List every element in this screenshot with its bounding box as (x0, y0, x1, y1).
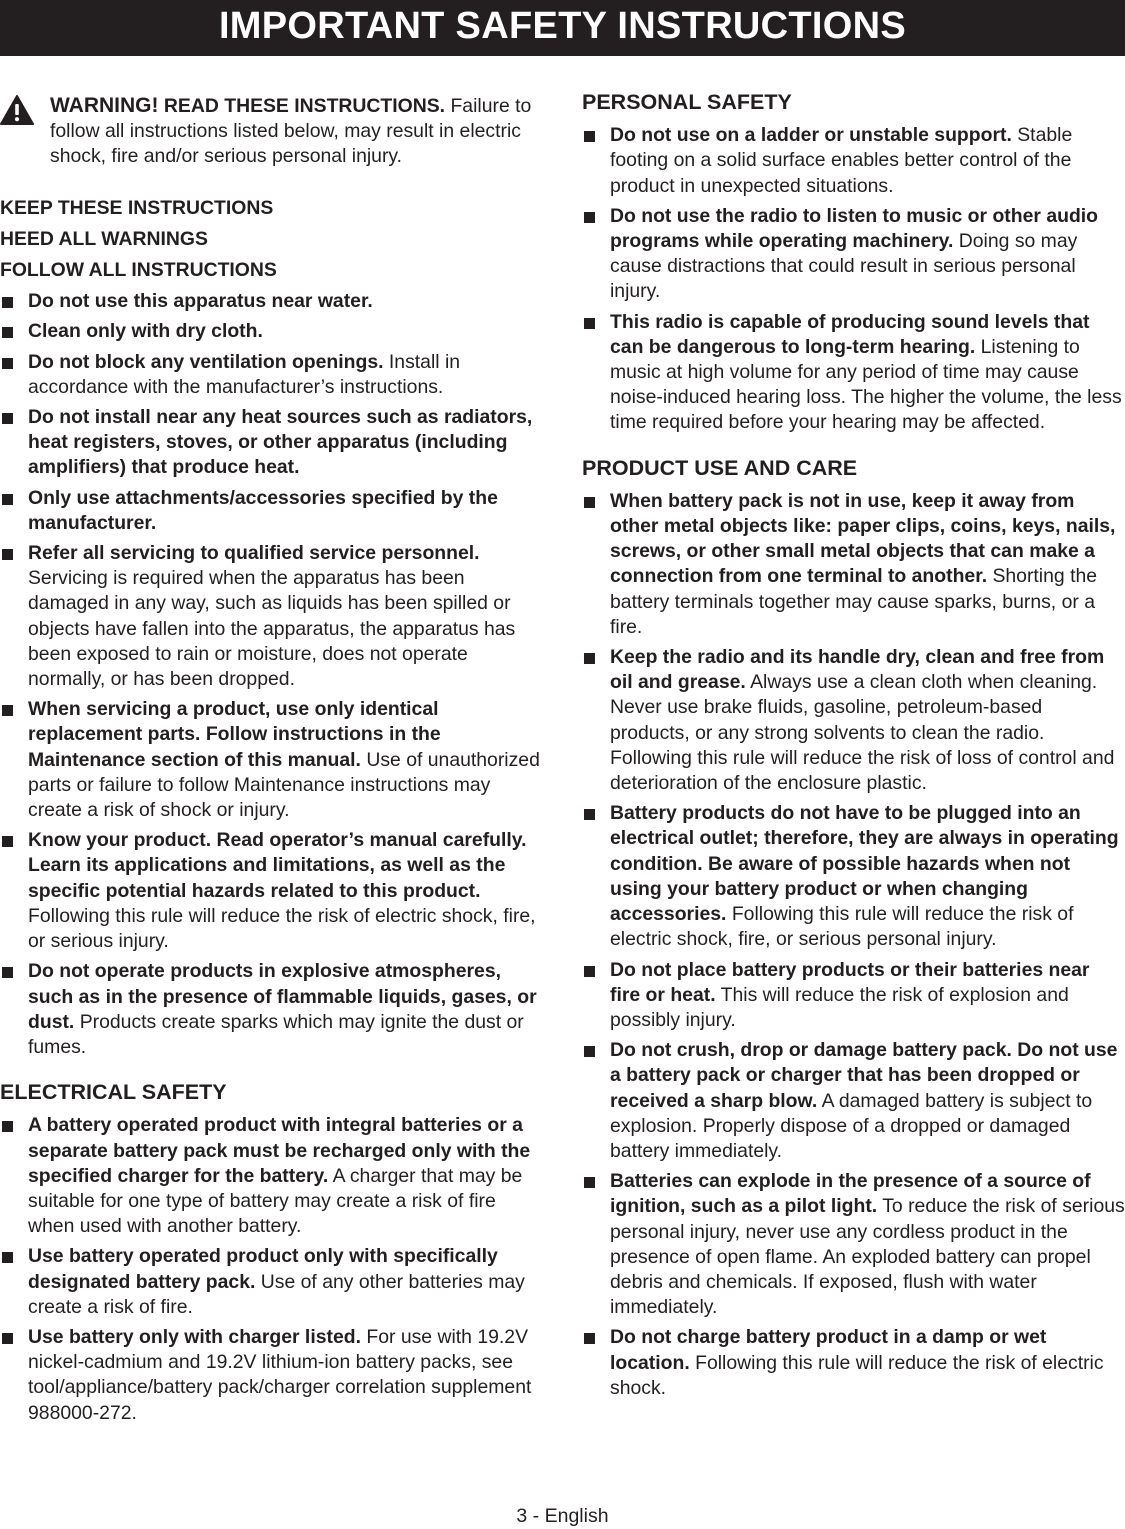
list-item (0, 1325, 545, 1426)
personal-safety-heading: PERSONAL SAFETY (582, 90, 792, 114)
list-item (582, 1325, 1125, 1401)
list-item (582, 123, 1125, 199)
list-item (0, 541, 545, 692)
item-text: Always use a clean cloth when cleaning. Never use brake fluids, gasoline, petroleum-based products, or any strong solvents to clean the radio. Following this rule will reduce the risk of loss of control and deterioration of the enclosure plastic. (610, 671, 1115, 795)
item-text: Listening to music at high volume for any period of time may cause noise-induced hearing loss. The higher the volume, the less time required before your hearing may be affected. (610, 335, 1122, 434)
item-text: For use with 19.2V nickel-cadmium and 19.2V lithium-ion battery packs, see tool/appliance/battery pack/charger correlation supplement 988000-272. (28, 1325, 532, 1424)
list-item (0, 289, 545, 314)
list-item (0, 1244, 545, 1320)
item-text: Following this rule will reduce the risk of electric shock, fire, or serious personal injury. (610, 903, 1074, 951)
item-bold-text: Do not install near any heat sources such as radiators, heat registers, stoves, or other apparatus (including amplifiers) that produce heat. (28, 406, 533, 479)
item-bold-text: When servicing a product, use only identical replacement parts. Follow instructions in the Maintenance section of this manual. (28, 698, 441, 771)
bullet-square-icon (2, 549, 13, 560)
bullet-square-icon (2, 1121, 13, 1132)
general-safety-list (0, 289, 545, 1060)
list-item (0, 319, 545, 344)
right-column (582, 90, 1125, 1406)
item-text: Install in accordance with the manufacturer’s instructions. (28, 350, 461, 398)
item-text: Shorting the battery terminals together may cause sparks, burns, or a fire. (610, 565, 1098, 638)
item-text: Use of any other batteries may create a risk of fire. (28, 1270, 525, 1318)
item-text: A damaged battery is subject to explosion. Properly dispose of a dropped or damaged battery immediately. (610, 1089, 1093, 1162)
list-item (582, 204, 1125, 305)
page-number-footer: 3 - English (516, 1505, 609, 1527)
list-item (0, 697, 545, 823)
bullet-square-icon (584, 212, 595, 223)
heed-warnings-line: HEED ALL WARNINGS (0, 227, 208, 250)
list-item (0, 828, 545, 954)
list-item (0, 959, 545, 1060)
bullet-square-icon (2, 327, 13, 338)
page-title: IMPORTANT SAFETY INSTRUCTIONS (218, 5, 907, 47)
bullet-square-icon (584, 653, 595, 664)
bullet-square-icon (584, 497, 595, 508)
follow-instructions-line: FOLLOW ALL INSTRUCTIONS (0, 259, 277, 282)
list-item (0, 1113, 545, 1239)
warning-triangle-icon (0, 95, 34, 125)
bullet-square-icon (584, 1333, 595, 1344)
item-text: This will reduce the risk of explosion and possibly injury. (610, 983, 1069, 1031)
bullet-square-icon (2, 967, 13, 978)
item-bold-text: Only use attachments/accessories specified by the manufacturer. (28, 486, 498, 534)
bullet-square-icon (584, 809, 595, 820)
bullet-square-icon (2, 494, 13, 505)
warning-bold-text: READ THESE INSTRUCTIONS. (158, 95, 446, 117)
item-bold-text: Batteries can explode in the presence of a source of ignition, such as a pilot light. (610, 1170, 1091, 1218)
item-bold-text: A battery operated product with integral batteries or a separate battery pack must be recharged only with the specified charger for the battery. (28, 1114, 531, 1187)
list-item (0, 486, 545, 536)
bullet-square-icon (584, 318, 595, 329)
item-bold-text: Use battery operated product only with specifically designated battery pack. (28, 1245, 498, 1293)
item-text: A charger that may be suitable for one type of battery may create a risk of fire when used with another battery. (28, 1164, 523, 1238)
item-bold-text: Do not operate products in explosive atmospheres, such as in the presence of flammable liquids, gases, or dust. (28, 960, 537, 1033)
item-bold-text: Do not place battery products or their batteries near fire or heat. (610, 958, 1090, 1006)
electrical-safety-list (0, 1113, 545, 1425)
item-text: Doing so may cause distractions that could result in serious personal injury. (610, 230, 1078, 303)
bullet-square-icon (2, 358, 13, 369)
item-text: To reduce the risk of serious personal injury, never use any cordless product in the presence of open flame. An exploded battery can propel debris and chemicals. If exposed, flush with water immediately. (610, 1195, 1125, 1319)
item-bold-text: Clean only with dry cloth. (28, 320, 263, 343)
item-text: Products create sparks which may ignite the dust or fumes. (28, 1010, 524, 1058)
keep-instructions-line: KEEP THESE INSTRUCTIONS (0, 196, 274, 219)
bullet-square-icon (584, 1177, 595, 1188)
list-item (0, 405, 545, 481)
bullet-square-icon (2, 705, 13, 716)
list-item (582, 1038, 1125, 1164)
item-bold-text: When battery pack is not in use, keep it away from other metal objects like: paper clips, coins, keys, nails, screws, or other small metal objects that can make a connection from one terminal to another. (610, 489, 1116, 588)
list-item (582, 958, 1125, 1034)
product-use-list (582, 489, 1125, 1401)
bullet-square-icon (2, 297, 13, 308)
item-bold-text: Do not crush, drop or damage battery pack. Do not use a battery pack or charger that has been dropped or received a sharp blow. (610, 1039, 1118, 1112)
item-bold-text: Do not use on a ladder or unstable support. (610, 124, 1012, 147)
bullet-square-icon (2, 1252, 13, 1263)
product-use-heading: PRODUCT USE AND CARE (582, 455, 858, 480)
item-bold-text: Do not use this apparatus near water. (28, 290, 373, 313)
bullet-square-icon (2, 836, 13, 847)
item-bold-text: Do not use the radio to listen to music or other audio programs while operating machinery. (610, 204, 1099, 253)
list-item (582, 801, 1125, 952)
item-bold-text: Know your product. Read operator’s manual carefully. Learn its applications and limitations, as well as the specific potential hazards related to this product. (28, 829, 527, 902)
warning-label: WARNING! (50, 94, 159, 117)
page-title-banner (0, 0, 1125, 56)
list-item (582, 645, 1125, 796)
list-item (0, 350, 545, 400)
warning-text: Failure to follow all instructions listed below, may result in electric shock, fire and/or serious personal injury. (50, 95, 532, 168)
bullet-square-icon (584, 1046, 595, 1057)
item-bold-text: This radio is capable of producing sound levels that can be dangerous to long-term hearing. (610, 310, 1090, 358)
item-text: Following this rule will reduce the risk of electric shock, fire, or serious injury. (28, 904, 536, 953)
item-bold-text: Keep the radio and its handle dry, clean and free from oil and grease. (610, 646, 1105, 694)
warning-block (0, 93, 545, 170)
item-text: Servicing is required when the apparatus has been damaged in any way, such as liquids has been spilled or objects have fallen into the apparatus, the apparatus has been exposed to rain or moisture, does not operate normally, or has been dropped. (28, 567, 516, 691)
item-text: Stable footing on a solid surface enables better control of the product in unexpected situations. (610, 124, 1073, 197)
list-item (582, 489, 1125, 640)
item-text: Following this rule will reduce the risk of electric shock. (610, 1351, 1104, 1399)
left-column (0, 80, 545, 1431)
item-bold-text: Refer all servicing to qualified service personnel. (28, 542, 480, 565)
item-text: Use of unauthorized parts or failure to follow Maintenance instructions may create a risk of shock or injury. (28, 748, 540, 822)
item-bold-text: Use battery only with charger listed. (28, 1325, 361, 1348)
bullet-square-icon (584, 131, 595, 142)
item-bold-text: Do not charge battery product in a damp or wet location. (610, 1326, 1047, 1374)
list-item (582, 1169, 1125, 1320)
personal-safety-list (582, 123, 1125, 435)
item-bold-text: Battery products do not have to be plugged into an electrical outlet; therefore, they are always in operating condition. Be aware of possible hazards when not using your battery product or when changing accessories. (610, 802, 1119, 926)
electrical-safety-heading: ELECTRICAL SAFETY (0, 1080, 227, 1105)
item-bold-text: Do not block any ventilation openings. (28, 350, 384, 373)
bullet-square-icon (2, 413, 13, 424)
bullet-square-icon (584, 966, 595, 977)
bullet-square-icon (2, 1333, 13, 1344)
list-item (582, 310, 1125, 436)
